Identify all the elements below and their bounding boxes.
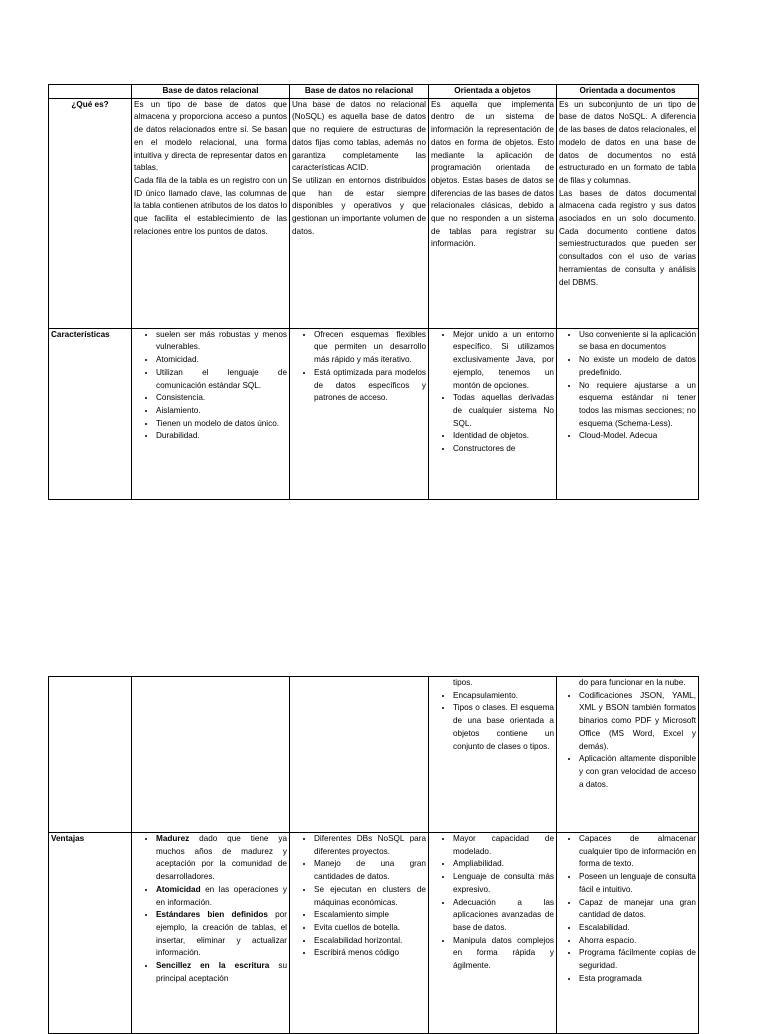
list-item: [156, 960, 287, 985]
list-item: • Codificaciones JSON, YAML, XML y BSON también formatos binarios como PDF y Microsoft Office (MS Word, Excel y demás).: [579, 690, 696, 754]
cell-caracteristicas-no-relacional: [290, 328, 429, 499]
list-item: • Escalabilidad horizontal.: [314, 935, 426, 948]
continued-text: do para funcionar en la nube.: [579, 678, 686, 687]
list-item: • Programa fácilmente copias de seguridad.: [579, 947, 696, 972]
bullet-list: [134, 329, 287, 443]
item-text: por ejemplo, la creación de tablas, el insertar, eliminar y actualizar información.: [156, 910, 287, 958]
bold-term: Estándares bien definidos: [156, 910, 268, 920]
cell-que-es-relacional: [132, 98, 290, 328]
list-item: • No existe un modelo de datos predefinido.: [579, 354, 696, 379]
list-item: • Constructores de: [453, 443, 554, 456]
list-item: • Identidad de objetos.: [453, 430, 554, 443]
list-item: • Escalabilidad.: [579, 922, 696, 935]
bullet-list: [559, 690, 696, 792]
list-item: [156, 909, 287, 960]
cell-ventajas-relacional: [132, 833, 290, 1034]
list-item: • Diferentes DBs NoSQL para diferentes proyectos.: [314, 833, 426, 858]
list-item: • Encapsulamiento.: [453, 690, 554, 703]
list-item: • Poseen un lenguaje de consulta fácil e intuitivo.: [579, 871, 696, 896]
bullet-list: [134, 833, 287, 985]
list-item: • Está optimizada para modelos de datos específicos y patrones de acceso.: [314, 367, 426, 405]
list-item: • Lenguaje de consulta más expresivo.: [453, 871, 554, 896]
list-item: • Utilizan el lenguaje de comunicación estándar SQL.: [156, 367, 287, 392]
list-item: [156, 833, 287, 884]
item-text: su principal aceptación: [156, 961, 287, 983]
continued-text: tipos.: [453, 678, 473, 687]
row-caracteristicas: [49, 328, 699, 499]
list-item: • Escribirá menos código: [314, 947, 426, 960]
list-item: • Manejo de una gran cantidades de datos.: [314, 858, 426, 883]
list-item: • Ahorra espacio.: [579, 935, 696, 948]
list-item: • Capaz de manejar una gran cantidad de datos.: [579, 897, 696, 922]
bullet-list: [431, 833, 554, 973]
paragraph: Es un tipo de base de datos que almacena y proporciona acceso a puntos de datos relacionados entre sí. Se basan en el modelo relacional, una forma intuitiva y directa de representar datos en tablas.: [134, 99, 287, 173]
list-item: • Adecuación a las aplicaciones avanzadas de base de datos.: [453, 897, 554, 935]
cell-que-es-documentos: [557, 98, 699, 328]
header-objetos: Orientada a objetos: [429, 85, 557, 99]
list-item: • Escalamiento simple: [314, 909, 426, 922]
item-text: dado que tiene ya muchos años de madurez y aceptación por la comunidad de desarrolladores.: [156, 834, 287, 882]
bullet-list: [559, 329, 696, 443]
header-relacional: Base de datos relacional: [132, 85, 290, 99]
cell-cont-documentos: [557, 677, 699, 833]
paragraph: Una base de datos no relacional (NoSQL) es aquella base de datos que no requiere de estructuras de datos fijas como tablas, además no garantiza completamente las características ACID.: [292, 99, 426, 173]
list-item: • Tienen un modelo de datos único.: [156, 418, 287, 431]
bullet-list: [431, 690, 554, 754]
bold-term: Madurez: [156, 834, 190, 843]
list-item: • Cloud-Model. Adecua: [579, 430, 696, 443]
list-item: • Mejor unido a un entorno específico. Si utilizamos exclusivamente Java, por ejemplo, tenemos un montón de opciones.: [453, 329, 554, 393]
paragraph: Las bases de datos documental almacena cada registro y sus datos asociados en un solo documento. Cada documento contiene datos semiestructurados que pueden ser consultados con el uso de varias herramientas de consulta y análisis del DBMS.: [559, 188, 696, 287]
row-continuation: [49, 677, 699, 833]
list-item: • Ampliabilidad.: [453, 858, 554, 871]
cell-cont-relacional: [132, 677, 290, 833]
paragraph: Es un subconjunto de un tipo de base de datos NoSQL. A diferencia de las bases de datos relacionales, el modelo de datos en una base de datos de documentos no está estructurado en un formato de tabla de filas y columnas.: [559, 99, 696, 185]
cell-cont-label: [49, 677, 132, 833]
list-item: • Se ejecutan en clusters de máquinas económicas.: [314, 884, 426, 909]
header-documentos: Orientada a documentos: [557, 85, 699, 99]
item-text: en las operaciones y en información.: [156, 884, 287, 907]
list-item: • Consistencia.: [156, 392, 287, 405]
list-item: • Todas aquellas derivadas de cualquier sistema No SQL.: [453, 392, 554, 430]
list-item: • No requiere ajustarse a un esquema estándar ni tener todos las mismas secciones; no esquema (Schema-Less).: [579, 380, 696, 431]
list-item: • Aislamiento.: [156, 405, 287, 418]
bullet-list: [431, 329, 554, 456]
bullet-list: [292, 833, 426, 960]
list-item: • Mayor capacidad de modelado.: [453, 833, 554, 858]
row-ventajas: [49, 833, 699, 1034]
list-item: • Manipula datos complejos en forma rápida y ágilmente.: [453, 935, 554, 973]
paragraph: Es aquella que implementa dentro de un sistema de información la representación de datos en forma de objetos. Esto mediante la aplicación de programación orientada de objetos. Estas bases de datos se diferencias de las bases de datos relacionales clásicas, debido a que no responden a un sistema de tablas para registrar su información.: [431, 99, 554, 249]
list-item: • Atomicidad.: [156, 354, 287, 367]
cell-cont-no-relacional: [290, 677, 429, 833]
row-label-que-es: ¿Qué es?: [49, 98, 132, 328]
cell-ventajas-objetos: [429, 833, 557, 1034]
list-item: • Evita cuellos de botella.: [314, 922, 426, 935]
row-label-ventajas: Ventajas: [49, 833, 132, 1034]
bullet-list: [559, 833, 696, 985]
bullet-list: [292, 329, 426, 405]
cell-caracteristicas-documentos: [557, 328, 699, 499]
row-que-es: [49, 98, 699, 328]
paragraph: Cada fila de la tabla es un registro con un ID único llamado clave, las columnas de la tabla contienen atributos de los datos lo que facilita el establecimiento de las relaciones entre los puntos de datos.: [134, 175, 287, 236]
list-item: • Esta programada: [579, 973, 696, 986]
cell-ventajas-no-relacional: [290, 833, 429, 1034]
row-label-caracteristicas: Características: [49, 328, 132, 499]
header-row: [49, 85, 699, 99]
cell-ventajas-documentos: [557, 833, 699, 1034]
list-item: • Uso conveniente si la aplicación se basa en documentos: [579, 329, 696, 354]
header-no-relacional: Base de datos no relacional: [290, 85, 429, 99]
list-item: • Tipos o clases. El esquema de una base orientada a objetos contiene un conjunto de clases o tipos.: [453, 702, 554, 753]
cell-que-es-objetos: [429, 98, 557, 328]
bold-term: Atomicidad: [156, 884, 201, 894]
cell-que-es-no-relacional: [290, 98, 429, 328]
list-item: • Ofrecen esquemas flexibles que permiten un desarrollo más rápido y más iterativo.: [314, 329, 426, 367]
list-item: • Aplicación altamente disponible y con gran velocidad de acceso a datos.: [579, 753, 696, 791]
comparison-table-page1: [48, 84, 699, 500]
comparison-table-page2: [48, 676, 699, 1034]
list-item: • suelen ser más robustas y menos vulnerables.: [156, 329, 287, 354]
cell-cont-objetos: [429, 677, 557, 833]
list-item: [156, 884, 287, 909]
list-item: • Capaces de almacenar cualquier tipo de información en forma de texto.: [579, 833, 696, 871]
bold-term: Sencillez en la escritura: [156, 961, 270, 971]
paragraph: Se utilizan en entornos distribuidos que han de estar siempre disponibles y operativos y que gestionan un importante volumen de datos.: [292, 175, 426, 236]
list-item: • Durabilidad.: [156, 430, 287, 443]
cell-caracteristicas-relacional: [132, 328, 290, 499]
cell-caracteristicas-objetos: [429, 328, 557, 499]
header-empty: [49, 85, 132, 99]
